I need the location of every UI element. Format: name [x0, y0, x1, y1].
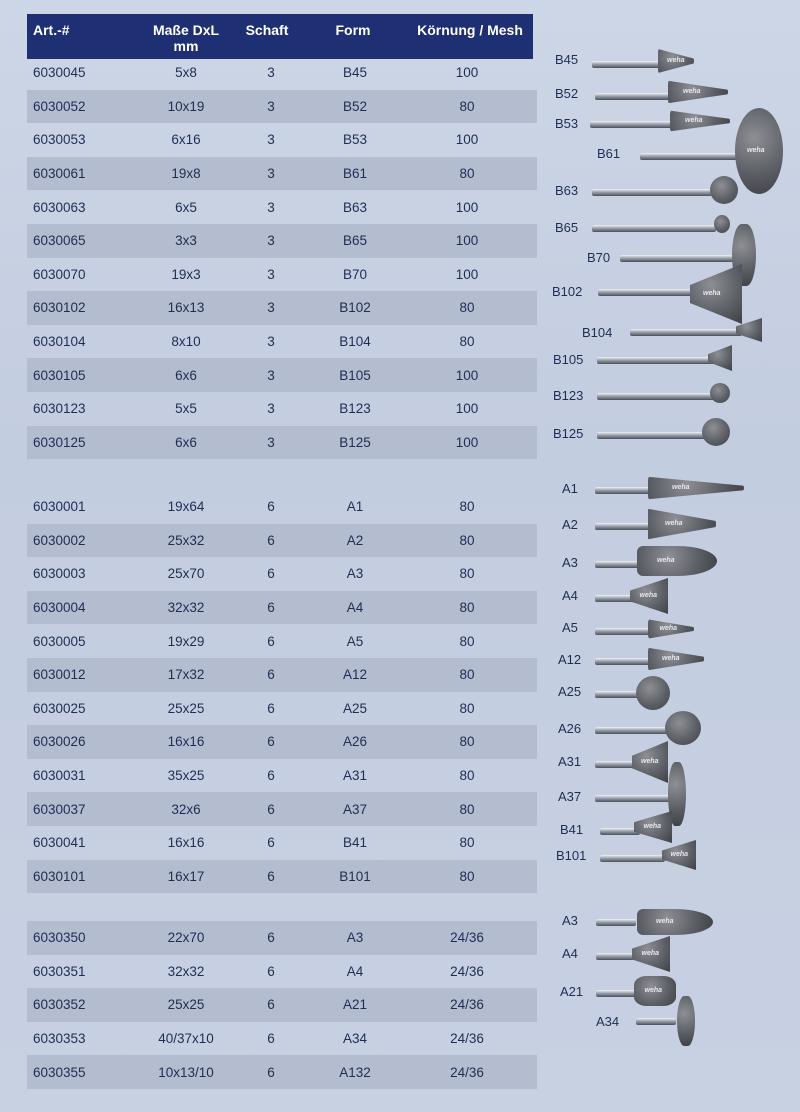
tool-label-a37: A37 — [558, 789, 582, 804]
cell-art: 6030125 — [33, 434, 86, 450]
cell-art: 6030041 — [33, 835, 86, 851]
cell-schaft: 6 — [267, 499, 275, 515]
tool-shank — [595, 93, 670, 100]
table-row — [27, 557, 537, 591]
table-row — [27, 988, 537, 1022]
grinding-stone-a26 — [665, 711, 701, 745]
table-row — [27, 392, 537, 426]
cell-form: A3 — [346, 566, 364, 582]
tool-shank — [592, 189, 712, 196]
cell-form: B52 — [342, 98, 368, 114]
cell-masse: 25x70 — [167, 566, 205, 582]
tool-shank — [597, 357, 719, 364]
cell-masse: 25x32 — [167, 532, 205, 548]
header-art: Art.-# — [33, 22, 70, 38]
cell-mesh: 100 — [455, 65, 479, 81]
cell-form: B104 — [339, 334, 371, 350]
header-masse-line2: mm — [173, 38, 199, 54]
cell-schaft: 3 — [267, 166, 275, 182]
cell-mesh: 80 — [459, 768, 475, 784]
cell-form: B105 — [339, 367, 371, 383]
cell-mesh: 80 — [459, 300, 475, 316]
cell-mesh: 100 — [455, 233, 479, 249]
cell-form: B125 — [339, 434, 371, 450]
header-mesh: Körnung / Mesh — [417, 22, 523, 38]
tool-label-b104: B104 — [582, 325, 613, 340]
cell-form: A1 — [346, 499, 364, 515]
tool-shank — [595, 795, 675, 802]
tool-label-a2: A2 — [562, 517, 578, 532]
tool-label-b70: B70 — [587, 250, 611, 265]
cell-art: 6030026 — [33, 734, 86, 750]
cell-schaft: 6 — [267, 930, 275, 946]
tool-shank — [598, 289, 698, 296]
tool-shank — [592, 225, 716, 232]
cell-mesh: 80 — [459, 166, 475, 182]
cell-mesh: 80 — [459, 734, 475, 750]
cell-schaft: 3 — [267, 98, 275, 114]
brand-mark: weha — [662, 655, 680, 662]
cell-art: 6030004 — [33, 600, 86, 616]
cell-masse: 6x5 — [175, 199, 197, 215]
cell-masse: 16x13 — [167, 300, 205, 316]
table-row — [27, 792, 537, 826]
cell-form: A21 — [342, 997, 368, 1013]
brand-mark: weha — [644, 987, 663, 994]
table-row — [27, 190, 537, 224]
tool-shank — [636, 1018, 676, 1025]
cell-form: B63 — [342, 199, 368, 215]
tool-shank — [597, 432, 712, 439]
table-row — [27, 860, 537, 894]
cell-schaft: 6 — [267, 801, 275, 817]
tool-shank — [595, 487, 655, 494]
tool-label-a26: A26 — [558, 721, 582, 736]
table-group-coarse-series — [27, 921, 537, 1089]
product-illustrations — [540, 0, 800, 1112]
cell-art: 6030045 — [33, 65, 86, 81]
tool-shank — [595, 628, 653, 635]
cell-masse: 19x64 — [167, 499, 205, 515]
cell-masse: 6x16 — [171, 132, 201, 148]
tool-label-b45: B45 — [555, 52, 579, 67]
cell-schaft: 3 — [267, 266, 275, 282]
grinding-stone-a34 — [677, 996, 695, 1046]
cell-form: A25 — [342, 700, 368, 716]
header-masse-line1: Maße DxL — [152, 22, 220, 38]
cell-mesh: 80 — [459, 98, 475, 114]
cell-art: 6030123 — [33, 401, 86, 417]
table-row — [27, 624, 537, 658]
cell-art: 6030350 — [33, 930, 86, 946]
tool-shank — [595, 761, 635, 768]
tool-shank — [600, 855, 665, 862]
cell-schaft: 3 — [267, 434, 275, 450]
grinding-stone-a3b — [637, 909, 713, 935]
brand-mark: weha — [656, 918, 674, 925]
cell-form: B61 — [342, 166, 368, 182]
table-row — [27, 1022, 537, 1056]
cell-art: 6030031 — [33, 768, 86, 784]
brand-mark: weha — [672, 484, 690, 491]
cell-masse: 16x16 — [167, 734, 205, 750]
cell-masse: 25x25 — [167, 997, 205, 1013]
cell-art: 6030002 — [33, 532, 86, 548]
cell-art: 6030053 — [33, 132, 86, 148]
cell-schaft: 6 — [267, 633, 275, 649]
tool-shank — [596, 919, 636, 926]
tool-label-a12: A12 — [558, 652, 582, 667]
cell-mesh: 80 — [459, 499, 475, 515]
cell-form: B65 — [342, 233, 368, 249]
cell-mesh: 80 — [459, 801, 475, 817]
table-row — [27, 490, 537, 524]
cell-mesh: 80 — [459, 868, 475, 884]
tool-shank — [597, 393, 717, 400]
cell-schaft: 6 — [267, 532, 275, 548]
brand-mark: weha — [703, 290, 721, 297]
cell-art: 6030037 — [33, 801, 86, 817]
cell-art: 6030005 — [33, 633, 86, 649]
cell-form: B70 — [342, 266, 368, 282]
table-group-a-series — [27, 490, 537, 893]
table-group-b-series — [27, 56, 537, 459]
table-row — [27, 955, 537, 989]
cell-masse: 8x10 — [171, 334, 201, 350]
cell-masse: 25x25 — [167, 700, 205, 716]
header-masse — [131, 22, 241, 54]
brand-mark: weha — [659, 625, 678, 632]
cell-masse: 6x6 — [175, 434, 197, 450]
tool-label-a21: A21 — [560, 984, 584, 999]
grinding-stone-b65 — [714, 215, 730, 233]
cell-schaft: 3 — [267, 132, 275, 148]
table-row — [27, 123, 537, 157]
tool-label-b63: B63 — [555, 183, 579, 198]
cell-art: 6030003 — [33, 566, 86, 582]
cell-schaft: 3 — [267, 300, 275, 316]
cell-form: A4 — [346, 963, 364, 979]
cell-schaft: 6 — [267, 768, 275, 784]
brand-mark: weha — [747, 147, 765, 154]
tool-label-b101: B101 — [556, 848, 587, 863]
cell-art: 6030070 — [33, 266, 86, 282]
header-form: Form — [335, 22, 371, 38]
cell-masse: 22x70 — [167, 930, 205, 946]
table-row — [27, 426, 537, 460]
cell-masse: 32x32 — [167, 600, 205, 616]
cell-mesh: 24/36 — [450, 1031, 484, 1047]
cell-mesh: 80 — [459, 566, 475, 582]
grinding-stone-a1 — [648, 474, 744, 502]
table-row — [27, 56, 537, 90]
cell-mesh: 100 — [455, 132, 479, 148]
tool-shank — [595, 523, 650, 530]
cell-mesh: 100 — [455, 367, 479, 383]
cell-form: A34 — [342, 1031, 368, 1047]
cell-art: 6030065 — [33, 233, 86, 249]
cell-masse: 32x32 — [167, 963, 205, 979]
cell-schaft: 3 — [267, 199, 275, 215]
tool-shank — [620, 255, 740, 262]
cell-art: 6030025 — [33, 700, 86, 716]
cell-art: 6030061 — [33, 166, 86, 182]
cell-masse: 10x19 — [167, 98, 205, 114]
cell-mesh: 80 — [459, 667, 475, 683]
tool-shank — [595, 595, 635, 602]
table-row — [27, 224, 537, 258]
table-row — [27, 524, 537, 558]
cell-schaft: 3 — [267, 65, 275, 81]
cell-schaft: 3 — [267, 401, 275, 417]
table-row — [27, 157, 537, 191]
cell-mesh: 24/36 — [450, 963, 484, 979]
cell-masse: 19x8 — [171, 166, 201, 182]
cell-masse: 35x25 — [167, 768, 205, 784]
tool-shank — [630, 329, 742, 336]
cell-masse: 17x32 — [167, 667, 205, 683]
cell-art: 6030101 — [33, 868, 86, 884]
cell-form: A132 — [339, 1064, 371, 1080]
tool-label-b125: B125 — [553, 426, 584, 441]
table-row — [27, 1055, 537, 1089]
cell-schaft: 6 — [267, 700, 275, 716]
grinding-stone-b125 — [702, 418, 730, 446]
cell-form: B53 — [342, 132, 368, 148]
cell-mesh: 24/36 — [450, 997, 484, 1013]
cell-form: A26 — [342, 734, 368, 750]
brand-mark: weha — [641, 758, 659, 765]
cell-art: 6030351 — [33, 963, 86, 979]
cell-form: B41 — [342, 835, 368, 851]
brand-mark: weha — [667, 57, 685, 64]
table-row — [27, 692, 537, 726]
cell-mesh: 80 — [459, 532, 475, 548]
grinding-stone-a25 — [636, 676, 670, 710]
cell-art: 6030352 — [33, 997, 86, 1013]
cell-mesh: 80 — [459, 700, 475, 716]
cell-masse: 40/37x10 — [158, 1031, 214, 1047]
cell-schaft: 6 — [267, 963, 275, 979]
tool-label-a3b: A3 — [562, 913, 578, 928]
cell-form: A5 — [346, 633, 364, 649]
tool-label-b65: B65 — [555, 220, 579, 235]
tool-shank — [595, 658, 653, 665]
cell-schaft: 6 — [267, 1064, 275, 1080]
brand-mark: weha — [641, 950, 660, 957]
cell-form: B45 — [342, 65, 368, 81]
tool-label-a25: A25 — [558, 684, 582, 699]
grinding-stone-b105 — [708, 345, 732, 371]
table-row — [27, 759, 537, 793]
tool-label-b105: B105 — [553, 352, 584, 367]
cell-schaft: 6 — [267, 835, 275, 851]
cell-mesh: 80 — [459, 633, 475, 649]
cell-masse: 16x16 — [167, 835, 205, 851]
cell-mesh: 80 — [459, 835, 475, 851]
cell-masse: 16x17 — [167, 868, 205, 884]
cell-form: B101 — [339, 868, 371, 884]
cell-mesh: 100 — [455, 266, 479, 282]
tool-label-b102: B102 — [552, 284, 583, 299]
cell-masse: 10x13/10 — [158, 1064, 214, 1080]
table-row — [27, 826, 537, 860]
cell-masse: 5x5 — [175, 401, 197, 417]
tool-shank — [640, 153, 740, 160]
header-schaft: Schaft — [245, 22, 289, 38]
table-header — [27, 14, 533, 59]
cell-art: 6030353 — [33, 1031, 86, 1047]
cell-masse: 6x6 — [175, 367, 197, 383]
tool-label-b61: B61 — [597, 146, 621, 161]
cell-mesh: 80 — [459, 600, 475, 616]
cell-schaft: 6 — [267, 868, 275, 884]
cell-art: 6030012 — [33, 667, 86, 683]
cell-schaft: 6 — [267, 566, 275, 582]
grinding-stone-b63 — [710, 176, 738, 204]
cell-mesh: 24/36 — [450, 1064, 484, 1080]
tool-shank — [595, 727, 670, 734]
cell-art: 6030063 — [33, 199, 86, 215]
table-row — [27, 258, 537, 292]
table-row — [27, 591, 537, 625]
tool-label-b52: B52 — [555, 86, 579, 101]
table-row — [27, 291, 537, 325]
tool-label-a1: A1 — [562, 481, 578, 496]
brand-mark: weha — [683, 88, 701, 95]
brand-mark: weha — [639, 592, 658, 599]
tool-label-a4b: A4 — [562, 946, 578, 961]
cell-masse: 3x3 — [175, 233, 197, 249]
tool-label-b53: B53 — [555, 116, 579, 131]
cell-schaft: 6 — [267, 997, 275, 1013]
table-row — [27, 921, 537, 955]
tool-label-a34: A34 — [596, 1014, 620, 1029]
tool-label-a31: A31 — [558, 754, 582, 769]
cell-form: A2 — [346, 532, 364, 548]
tool-shank — [596, 990, 636, 997]
cell-form: A12 — [342, 667, 368, 683]
cell-masse: 19x29 — [167, 633, 205, 649]
tool-label-b41: B41 — [560, 822, 584, 837]
cell-art: 6030052 — [33, 98, 86, 114]
tool-label-a5: A5 — [562, 620, 578, 635]
cell-masse: 5x8 — [175, 65, 197, 81]
grinding-stone-b123 — [710, 383, 730, 403]
cell-form: A31 — [342, 768, 368, 784]
cell-schaft: 3 — [267, 334, 275, 350]
brand-mark: weha — [670, 851, 689, 858]
cell-mesh: 24/36 — [450, 930, 484, 946]
table-row — [27, 725, 537, 759]
cell-masse: 32x6 — [171, 801, 201, 817]
cell-schaft: 6 — [267, 1031, 275, 1047]
cell-mesh: 100 — [455, 434, 479, 450]
tool-shank — [590, 121, 672, 128]
cell-art: 6030102 — [33, 300, 86, 316]
cell-mesh: 80 — [459, 334, 475, 350]
grinding-stone-a3 — [637, 546, 717, 576]
cell-masse: 19x3 — [171, 266, 201, 282]
brand-mark: weha — [685, 117, 703, 124]
cell-schaft: 6 — [267, 667, 275, 683]
cell-art: 6030104 — [33, 334, 86, 350]
tool-label-a3: A3 — [562, 555, 578, 570]
table-row — [27, 90, 537, 124]
cell-mesh: 100 — [455, 401, 479, 417]
cell-form: B123 — [339, 401, 371, 417]
table-row — [27, 325, 537, 359]
tool-label-a4: A4 — [562, 588, 578, 603]
table-row — [27, 358, 537, 392]
cell-schaft: 3 — [267, 367, 275, 383]
brand-mark: weha — [657, 557, 675, 564]
cell-art: 6030355 — [33, 1064, 86, 1080]
tool-label-b123: B123 — [553, 388, 584, 403]
tool-shank — [596, 953, 634, 960]
table-row — [27, 658, 537, 692]
cell-form: A3 — [346, 930, 364, 946]
tool-shank — [592, 61, 662, 68]
brand-mark: weha — [665, 520, 683, 527]
cell-schaft: 6 — [267, 734, 275, 750]
cell-form: B102 — [339, 300, 371, 316]
cell-schaft: 3 — [267, 233, 275, 249]
cell-mesh: 100 — [455, 199, 479, 215]
cell-schaft: 6 — [267, 600, 275, 616]
cell-art: 6030105 — [33, 367, 86, 383]
cell-form: A37 — [342, 801, 368, 817]
cell-form: A4 — [346, 600, 364, 616]
brand-mark: weha — [643, 823, 662, 830]
cell-art: 6030001 — [33, 499, 86, 515]
